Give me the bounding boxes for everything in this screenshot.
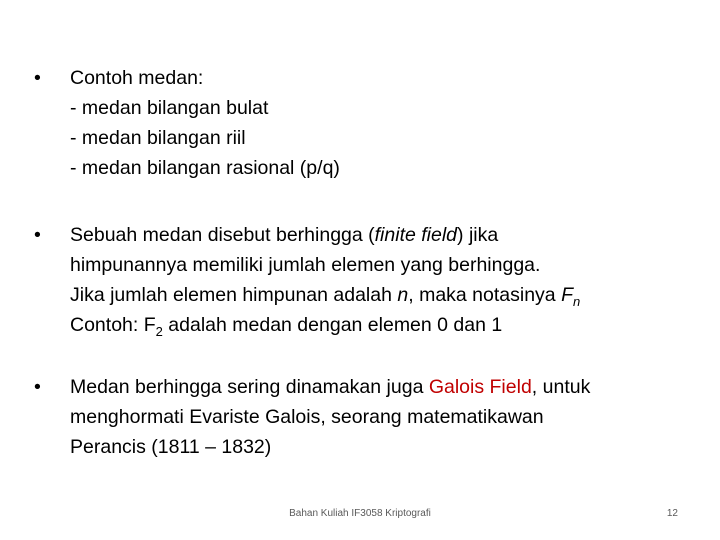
slide-footer: Bahan Kuliah IF3058 Kriptografi — [289, 508, 431, 519]
bullet-icon: • — [34, 67, 41, 89]
bullet-galois-field — [34, 372, 684, 462]
bullet-finite-field — [34, 220, 684, 340]
bullet-1-line-1: Contoh medan: — [70, 67, 204, 89]
bullet-2-line-1: Sebuah medan disebut berhingga (finite field) jika — [70, 224, 499, 246]
bullet-icon: • — [34, 376, 41, 398]
notation-F: F — [561, 284, 573, 306]
bullet-1-line-2: - medan bilangan bulat — [70, 97, 269, 119]
notation-subscript-2: 2 — [155, 324, 163, 339]
bullet-3-line-1: Medan berhingga sering dinamakan juga Galois Field, untuk — [70, 376, 591, 398]
bullet-2-line-2: himpunannya memiliki jumlah elemen yang berhingga. — [70, 254, 541, 276]
bullet-2-line-3: Jika jumlah elemen himpunan adalah n, maka notasinya $F_n$ — [70, 284, 581, 309]
galois-field-highlight: Galois Field — [428, 376, 532, 398]
bullet-2-line-4: Contoh: $F_2$ adalah medan dengan elemen 0 dan 1 — [70, 314, 503, 339]
bullet-3-line-2: menghormati Evariste Galois, seorang matematikawan — [70, 406, 544, 428]
bullet-contoh-medan — [34, 63, 684, 183]
var-n: n — [397, 284, 409, 306]
finite-field-term: finite field — [374, 224, 458, 246]
page-number: 12 — [666, 508, 678, 519]
bullet-icon: • — [34, 224, 41, 246]
notation-subscript-n: n — [573, 294, 581, 309]
bullet-1-line-4: - medan bilangan rasional (p/q) — [70, 157, 340, 179]
bullet-3-line-3: Perancis (1811 – 1832) — [70, 436, 272, 458]
bullet-1-line-3: - medan bilangan riil — [70, 127, 246, 149]
